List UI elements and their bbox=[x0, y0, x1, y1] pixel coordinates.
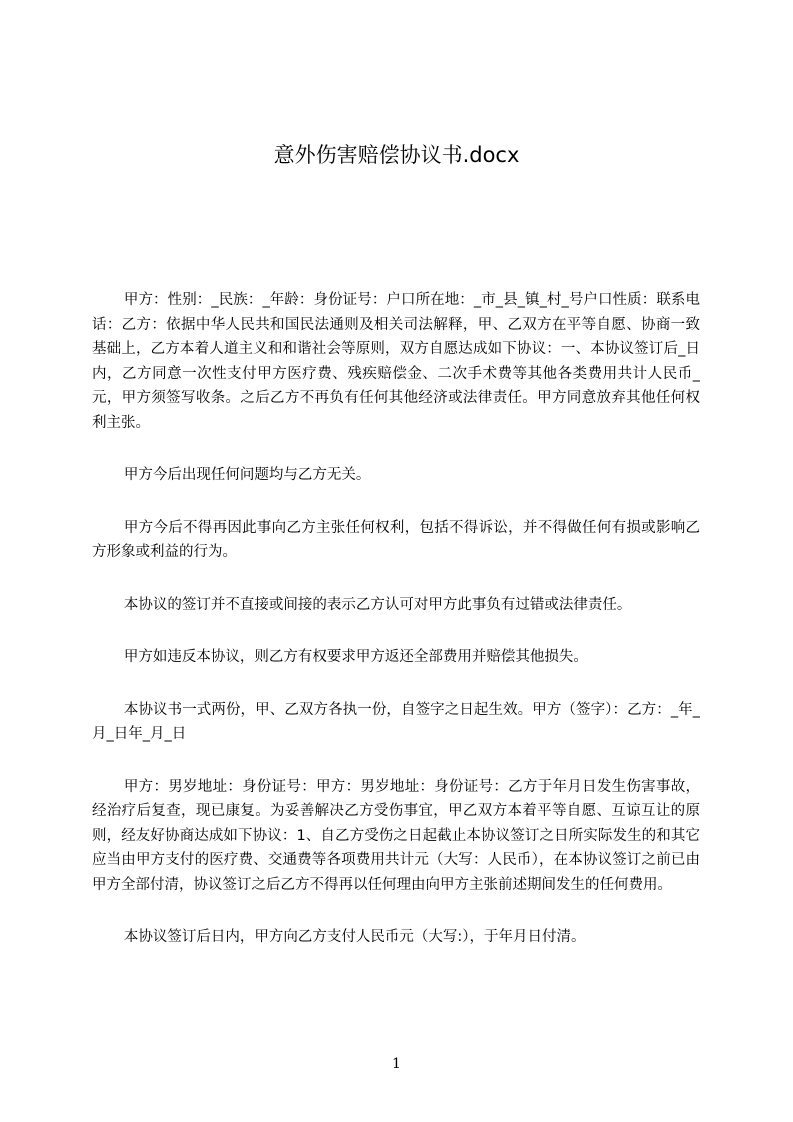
paragraph-7: 甲方：男岁地址：身份证号：甲方：男岁地址：身份证号：乙方于年月日发生伤害事故，经治疗后复查，现已康复。为妥善解决乙方受伤事宜，甲乙双方本着平等自愿、互谅互让的原则，经友好协商达成如下协议：1、自乙方受伤之日起截止本协议签订之日所实际发生的和其它应当由甲方支付的医疗费、交通费等各项费用共计元（大写：人民币），在本协议签订之前已由甲方全部付清，协议签订之后乙方不得再以任何理由向甲方主张前述期间发生的任何费用。 bbox=[92, 778, 700, 893]
paragraph-8: 本协议签订后日内，甲方向乙方支付人民币元（大写:），于年月日付清。 bbox=[123, 929, 586, 945]
document-body bbox=[92, 288, 700, 978]
document-title: 意外伤害赔偿协议书.docx bbox=[273, 143, 520, 167]
paragraph-4: 本协议的签订并不直接或间接的表示乙方认可对甲方此事负有过错或法律责任。 bbox=[123, 596, 632, 613]
page-number: 1 bbox=[392, 1056, 401, 1072]
paragraph-3: 甲方今后不得再因此事向乙方主张任何权利，包括不得诉讼，并不得做任何有损或影响乙方形象或利益的行为。 bbox=[92, 519, 700, 560]
paragraph-5: 甲方如违反本协议，则乙方有权要求甲方返还全部费用并赔偿其他损失。 bbox=[123, 649, 588, 665]
paragraph-6: 本协议书一式两份，甲、乙双方各执一份，自签字之日起生效。甲方（签字）：乙方：_年_月_日年_月_日 bbox=[92, 701, 700, 742]
paragraph-1: 甲方：性别：_民族：_年龄：身份证号：户口所在地：_市_县_镇_村_号户口性质：联系电话：乙方：依据中华人民共和国民法通则及相关司法解释，甲、乙双方在平等自愿、协商一致基础上，乙方本着人道主义和和谐社会等原则，双方自愿达成如下协议：一、本协议签订后_日内，乙方同意一次性支付甲方医疗费、残疾赔偿金、二次手术费等其他各类费用共计人民币_元，甲方须签写收条。之后乙方不再负有任何其他经济或法律责任。甲方同意放弃其他任何权利主张。 bbox=[92, 292, 700, 431]
paragraph-2: 甲方今后出现任何问题均与乙方无关。 bbox=[123, 467, 371, 483]
